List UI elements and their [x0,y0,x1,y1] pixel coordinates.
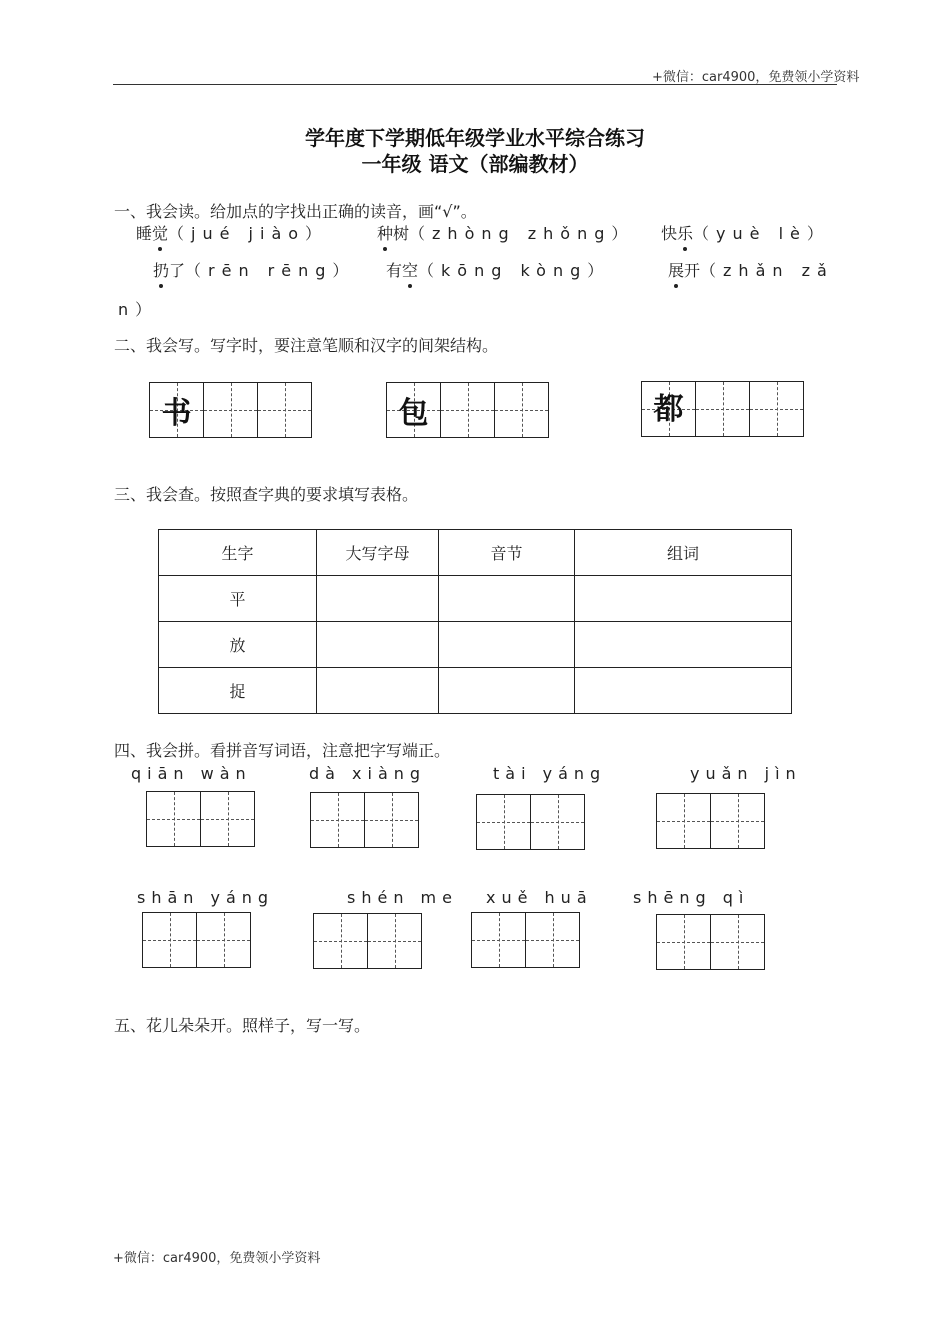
s1-item-3 [661,221,830,244]
pinyin-label: tài yáng [493,764,607,783]
pinyin-grid [471,912,580,968]
grid-cell[interactable] [711,794,765,848]
s1-item-3-dot-char: 乐 [677,221,693,244]
pinyin-label: shén me [347,888,458,907]
s1-item-2-pinyin: （zhòng zhǒng） [409,224,635,243]
s1-item-1 [136,221,328,244]
grid-cell[interactable] [201,792,255,846]
grid-cell[interactable] [657,915,711,969]
col-header: 音节 [439,530,575,576]
s1-item-4-pinyin: （rēn rēng） [185,261,356,280]
grid-cell[interactable] [368,914,422,968]
pinyin-grid [146,791,255,847]
section3-heading: 三、我会查。按照查字典的要求填写表格。 [114,485,419,504]
dictionary-table [158,529,792,714]
pinyin-grid [313,913,422,969]
s1-item-2-post: 树 [393,224,410,243]
col-header: 大写字母 [317,530,439,576]
grid-cell[interactable] [143,913,197,967]
grid-cell[interactable] [642,382,696,436]
s1-item-5 [386,258,610,281]
grid-cell[interactable] [472,913,526,967]
grid-cell[interactable] [495,383,549,437]
grid-cell[interactable] [314,914,368,968]
pinyin-label: dà xiàng [309,764,427,783]
header-note: +微信：car4900，免费领小学资料 [652,70,860,85]
pinyin-label: yuǎn jìn [690,764,802,783]
pinyin-grid [656,914,765,970]
col-header: 生字 [159,530,317,576]
s1-item-6 [668,258,834,281]
answer-cell[interactable] [575,576,792,622]
pinyin-label: shēng qì [633,888,750,907]
grid-cell[interactable] [531,795,585,849]
s1-item-5-pinyin: （kōng kòng） [418,261,611,280]
s1-item-6-pinyin: （zhǎn zǎ [700,261,834,280]
s1-item-2 [377,221,634,244]
writing-grid-1 [149,382,312,438]
grid-cell[interactable] [526,913,580,967]
grid-cell[interactable] [750,382,804,436]
s1-item-5-pre: 有 [386,261,403,280]
col-header: 组词 [575,530,792,576]
s1-wrap-text: n） [118,300,159,319]
pinyin-label: xuě huā [486,888,593,907]
answer-cell[interactable] [439,622,575,668]
answer-cell[interactable] [317,576,439,622]
grid-cell[interactable] [711,915,765,969]
grid-cell[interactable] [657,794,711,848]
s1-item-4 [153,258,355,281]
pinyin-grid [142,912,251,968]
answer-cell[interactable] [439,668,575,714]
section2-heading: 二、我会写。写字时，要注意笔顺和汉字的间架结构。 [114,336,499,355]
section4-heading: 四、我会拼。看拼音写词语，注意把字写端正。 [114,741,451,760]
table-header-row [159,530,792,576]
row-char: 捉 [159,668,317,714]
s1-item-4-dot-char: 扔 [153,258,169,281]
s1-item-1-pinyin: （jué jiào） [168,224,329,243]
grid-cell[interactable] [477,795,531,849]
model-char: 包 [398,396,429,431]
row-char: 放 [159,622,317,668]
table-row [159,576,792,622]
grid-cell[interactable] [387,383,441,437]
page-title: 学年度下学期低年级学业水平综合练习 [305,126,645,150]
s1-item-1-dot-char: 觉 [152,221,168,244]
pinyin-grid [310,792,419,848]
s1-item-3-pre: 快 [661,224,678,243]
section1-heading: 一、我会读。给加点的字找出正确的读音，画“√”。 [114,202,477,221]
model-char: 书 [161,396,192,431]
header-rule [113,84,837,85]
answer-cell[interactable] [317,668,439,714]
s1-item-2-dot-char: 种 [377,221,393,244]
pinyin-label: qiān wàn [131,764,252,783]
answer-cell[interactable] [575,622,792,668]
grid-cell[interactable] [311,793,365,847]
answer-cell[interactable] [317,622,439,668]
s1-item-1-pre: 睡 [136,224,153,243]
grid-cell[interactable] [441,383,495,437]
answer-cell[interactable] [439,576,575,622]
pinyin-grid [656,793,765,849]
grid-cell[interactable] [204,383,258,437]
grid-cell[interactable] [258,383,312,437]
pinyin-grid [476,794,585,850]
pinyin-label: shān yáng [137,888,275,907]
table-row [159,622,792,668]
grid-cell[interactable] [147,792,201,846]
grid-cell[interactable] [150,383,204,437]
s1-item-6-post: 开 [684,261,701,280]
writing-grid-2 [386,382,549,438]
answer-cell[interactable] [575,668,792,714]
s1-item-5-dot-char: 空 [402,258,418,281]
s1-item-3-pinyin: （yuè lè） [693,224,830,243]
writing-grid-3 [641,381,804,437]
s1-item-6-dot-char: 展 [668,258,684,281]
model-char: 都 [653,392,684,427]
footer-note: +微信：car4900，免费领小学资料 [113,1251,321,1266]
grid-cell[interactable] [365,793,419,847]
grid-cell[interactable] [696,382,750,436]
grid-cell[interactable] [197,913,251,967]
section5-heading: 五、花儿朵朵开。照样子，写一写。 [114,1016,371,1035]
s1-item-4-post: 了 [169,261,186,280]
table-row [159,668,792,714]
page-subtitle: 一年级 语文（部编教材） [361,152,589,176]
row-char: 平 [159,576,317,622]
